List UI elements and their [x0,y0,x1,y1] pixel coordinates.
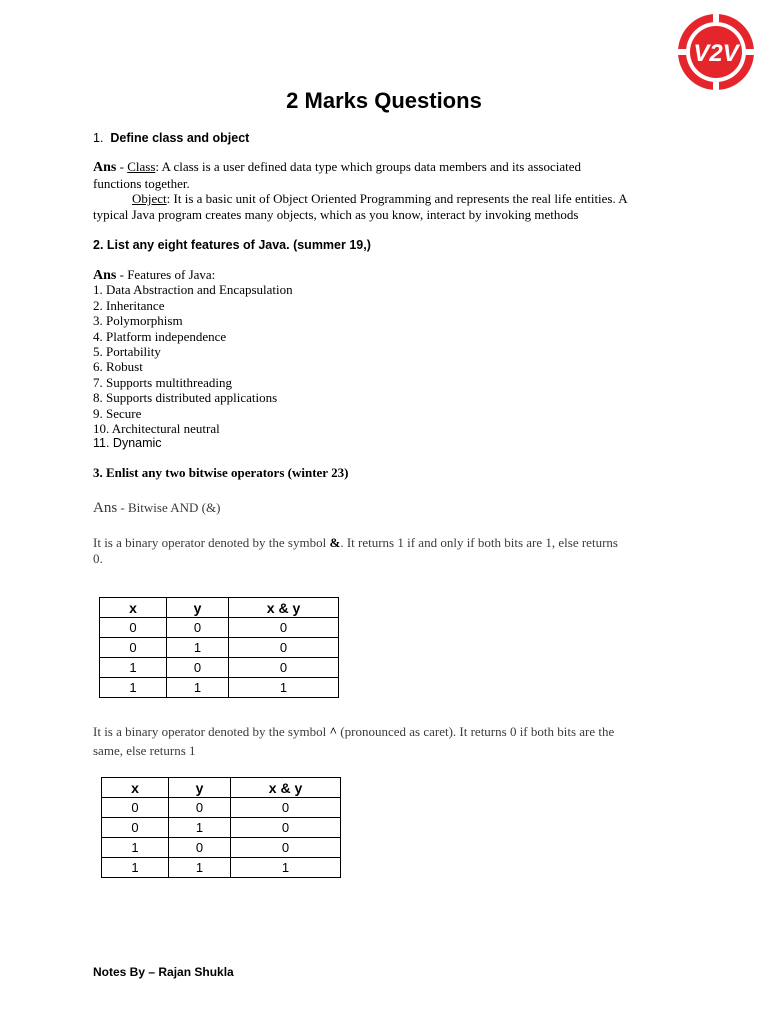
page-title: 2 Marks Questions [286,88,482,113]
question-1-text: Define class and object [110,131,250,145]
question-1 [93,131,249,145]
features-intro: Features of Java: [127,267,216,282]
question-3: 3. Enlist any two bitwise operators (winter 23) [93,465,349,480]
ans-label: Ans [93,268,117,283]
table-row: 1 1 1 [100,678,339,698]
table-row: 1 0 0 [100,658,339,678]
ans-label: Ans [93,160,117,175]
list-item: 8. Supports distributed applications [93,390,278,406]
operator-2-description: It is a binary operator denoted by the symbol ^ (pronounced as caret). It returns 0 if both bits are the same, else returns 1 [93,724,615,758]
list-item: 7. Supports multithreading [93,374,233,390]
table-row: 0 1 0 [100,638,339,658]
list-item: 9. Secure [93,405,142,421]
class-term: Class [127,159,156,174]
table-header: y [169,778,231,798]
list-item: 5. Portability [93,343,161,359]
table-header: x & y [229,598,339,618]
ans-label: Ans [93,500,118,516]
caret-symbol: ^ [329,724,338,739]
question-1-number: 1. [93,131,104,145]
table-header: x & y [231,778,341,798]
list-item: 4. Platform independence [93,328,227,344]
answer-2: Ans - Features of Java: 1. Data Abstraction and Encapsulation 2. Inheritance 3. Polymorphism 4. Platform independence 5. Portability 6. Robust 7. Supports multithreading 8. Supports distributed applications 9. Secure 10. Architectural neutral 11. Dynamic [93,267,493,452]
operator-1-name: Bitwise AND (&) [128,500,221,515]
truth-table-1 [99,597,339,698]
list-item: 2. Inheritance [93,297,165,313]
object-definition-line1: : It is a basic unit of Object Oriented Programming and represents the real life entities. A [166,191,628,206]
list-item: 10. Architectural neutral [93,420,220,436]
logo-text: V2V [693,40,739,67]
answer-3: Ans - Bitwise AND (&) [93,500,221,516]
table-header: x [102,778,169,798]
table-header: x [100,598,167,618]
list-item: 6. Robust [93,359,143,375]
table-row: 0 0 0 [100,618,339,638]
object-term: Object [132,191,167,206]
class-definition-line1: : A class is a user defined data type which groups data members and its associated [155,159,582,174]
and-symbol: & [329,535,341,550]
list-item: 1. Data Abstraction and Encapsulation [93,282,293,298]
question-2: 2. List any eight features of Java. (summer 19,) [93,238,371,252]
v2v-logo [674,10,758,94]
table-row: 1 0 0 [102,838,341,858]
operator-1-description: It is a binary operator denoted by the symbol &. It returns 1 if and only if both bits are 1, else returns 0. [93,535,618,566]
truth-table-2 [101,777,341,878]
table-row: 0 0 0 [102,798,341,818]
list-item: 3. Polymorphism [93,313,183,329]
table-header: y [167,598,229,618]
object-definition-line2: typical Java program creates many objects, which as you know, interact by invoking methods [93,206,579,222]
table-row: 1 1 1 [102,858,341,878]
answer-1: Ans - Class: A class is a user defined data type which groups data members and its associated functions together. Object: It is a basic unit of Object Oriented Programming and represents the real life entities. A typical Java program creates many objects, which as you know, interact by invoking methods [93,159,693,222]
list-item: 11. Dynamic [93,436,162,451]
table-row: 0 1 0 [102,818,341,838]
class-definition-line2: functions together. [93,175,190,191]
footer-author: Notes By – Rajan Shukla [93,965,234,979]
